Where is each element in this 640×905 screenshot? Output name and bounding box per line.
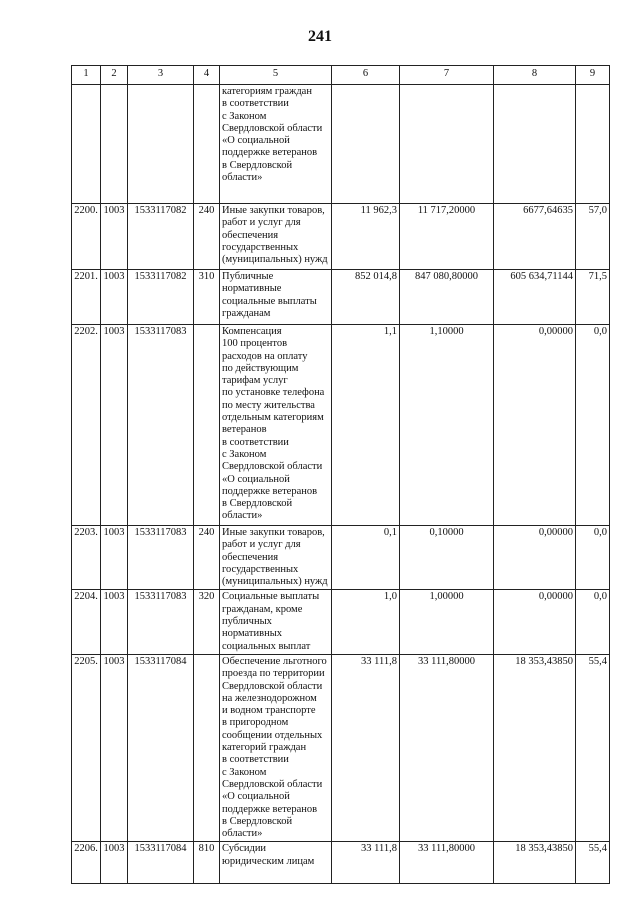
executed-amount: 0,00000 bbox=[494, 526, 576, 590]
expense-type bbox=[194, 325, 220, 526]
approved-amount: 1,0 bbox=[332, 590, 400, 654]
execution-percent: 71,5 bbox=[576, 270, 610, 325]
row-number: 2202. bbox=[72, 325, 101, 526]
expense-type: 810 bbox=[194, 842, 220, 884]
header-cell: 9 bbox=[576, 66, 610, 85]
table-row bbox=[72, 270, 610, 325]
execution-percent: 0,0 bbox=[576, 325, 610, 526]
table-row bbox=[72, 325, 610, 526]
header-row bbox=[72, 66, 610, 85]
approved-amount: 11 962,3 bbox=[332, 204, 400, 270]
executed-amount: 0,00000 bbox=[494, 325, 576, 526]
execution-percent: 55,4 bbox=[576, 842, 610, 884]
execution-percent: 55,4 bbox=[576, 654, 610, 841]
execution-percent: 0,0 bbox=[576, 526, 610, 590]
row-description: Иные закупки товаров, работ и услуг для обеспечения государственных (муниципальных) нужд bbox=[220, 526, 332, 590]
header-cell: 8 bbox=[494, 66, 576, 85]
section-code: 1003 bbox=[101, 204, 128, 270]
header-cell: 7 bbox=[400, 66, 494, 85]
section-code: 1003 bbox=[101, 526, 128, 590]
row-number: 2201. bbox=[72, 270, 101, 325]
expense-type: 240 bbox=[194, 204, 220, 270]
row-description: Субсидии юридическим лицам bbox=[220, 842, 332, 884]
section-code: 1003 bbox=[101, 654, 128, 841]
execution-percent: 0,0 bbox=[576, 590, 610, 654]
continuation-description: категориям граждан в соответствии с Законом Свердловской области «О социальной поддержке ветеранов в Свердловской области» bbox=[220, 85, 332, 204]
expense-type: 310 bbox=[194, 270, 220, 325]
expense-type bbox=[194, 654, 220, 841]
executed-amount: 605 634,71144 bbox=[494, 270, 576, 325]
row-description: Обеспечение льготного проезда по территории Свердловской области на железнодорожном и водном транспорте в пригородном сообщении отдельных категорий граждан в соответствии с Законом Свердловской области «О социальной поддержке ветеранов в Свердловской области» bbox=[220, 654, 332, 841]
execution-percent: 57,0 bbox=[576, 204, 610, 270]
target-code: 1533117084 bbox=[128, 654, 194, 841]
planned-amount: 847 080,80000 bbox=[400, 270, 494, 325]
approved-amount: 0,1 bbox=[332, 526, 400, 590]
planned-amount: 1,10000 bbox=[400, 325, 494, 526]
row-number: 2205. bbox=[72, 654, 101, 841]
row-number: 2206. bbox=[72, 842, 101, 884]
table-row bbox=[72, 654, 610, 841]
executed-amount: 0,00000 bbox=[494, 590, 576, 654]
planned-amount: 0,10000 bbox=[400, 526, 494, 590]
executed-amount: 18 353,43850 bbox=[494, 654, 576, 841]
table-row bbox=[72, 842, 610, 884]
row-description: Компенсация 100 процентов расходов на оплату по действующим тарифам услуг по установке телефона по месту жительства отдельным категориям ветеранов в соответствии с Законом Свердловской области «О социальной поддержке ветеранов в Свердловской области» bbox=[220, 325, 332, 526]
header-cell: 3 bbox=[128, 66, 194, 85]
approved-amount: 1,1 bbox=[332, 325, 400, 526]
header-cell: 2 bbox=[101, 66, 128, 85]
target-code: 1533117083 bbox=[128, 526, 194, 590]
row-number: 2203. bbox=[72, 526, 101, 590]
row-description: Публичные нормативные социальные выплаты гражданам bbox=[220, 270, 332, 325]
row-description: Социальные выплаты гражданам, кроме публичных нормативных социальных выплат bbox=[220, 590, 332, 654]
planned-amount: 33 111,80000 bbox=[400, 654, 494, 841]
row-description: Иные закупки товаров, работ и услуг для обеспечения государственных (муниципальных) нужд bbox=[220, 204, 332, 270]
executed-amount: 6677,64635 bbox=[494, 204, 576, 270]
budget-table bbox=[71, 65, 610, 884]
row-number: 2204. bbox=[72, 590, 101, 654]
planned-amount: 11 717,20000 bbox=[400, 204, 494, 270]
section-code: 1003 bbox=[101, 270, 128, 325]
section-code: 1003 bbox=[101, 590, 128, 654]
target-code: 1533117084 bbox=[128, 842, 194, 884]
planned-amount: 1,00000 bbox=[400, 590, 494, 654]
section-code: 1003 bbox=[101, 842, 128, 884]
expense-type: 240 bbox=[194, 526, 220, 590]
header-cell: 4 bbox=[194, 66, 220, 85]
target-code: 1533117083 bbox=[128, 590, 194, 654]
header-cell: 6 bbox=[332, 66, 400, 85]
target-code: 1533117082 bbox=[128, 270, 194, 325]
target-code: 1533117083 bbox=[128, 325, 194, 526]
continuation-row bbox=[72, 85, 610, 204]
expense-type: 320 bbox=[194, 590, 220, 654]
header-cell: 5 bbox=[220, 66, 332, 85]
table-row bbox=[72, 590, 610, 654]
page-number: 241 bbox=[308, 28, 332, 45]
section-code: 1003 bbox=[101, 325, 128, 526]
target-code: 1533117082 bbox=[128, 204, 194, 270]
table-row bbox=[72, 526, 610, 590]
planned-amount: 33 111,80000 bbox=[400, 842, 494, 884]
executed-amount: 18 353,43850 bbox=[494, 842, 576, 884]
row-number: 2200. bbox=[72, 204, 101, 270]
approved-amount: 852 014,8 bbox=[332, 270, 400, 325]
approved-amount: 33 111,8 bbox=[332, 842, 400, 884]
approved-amount: 33 111,8 bbox=[332, 654, 400, 841]
table-row bbox=[72, 204, 610, 270]
header-cell: 1 bbox=[72, 66, 101, 85]
